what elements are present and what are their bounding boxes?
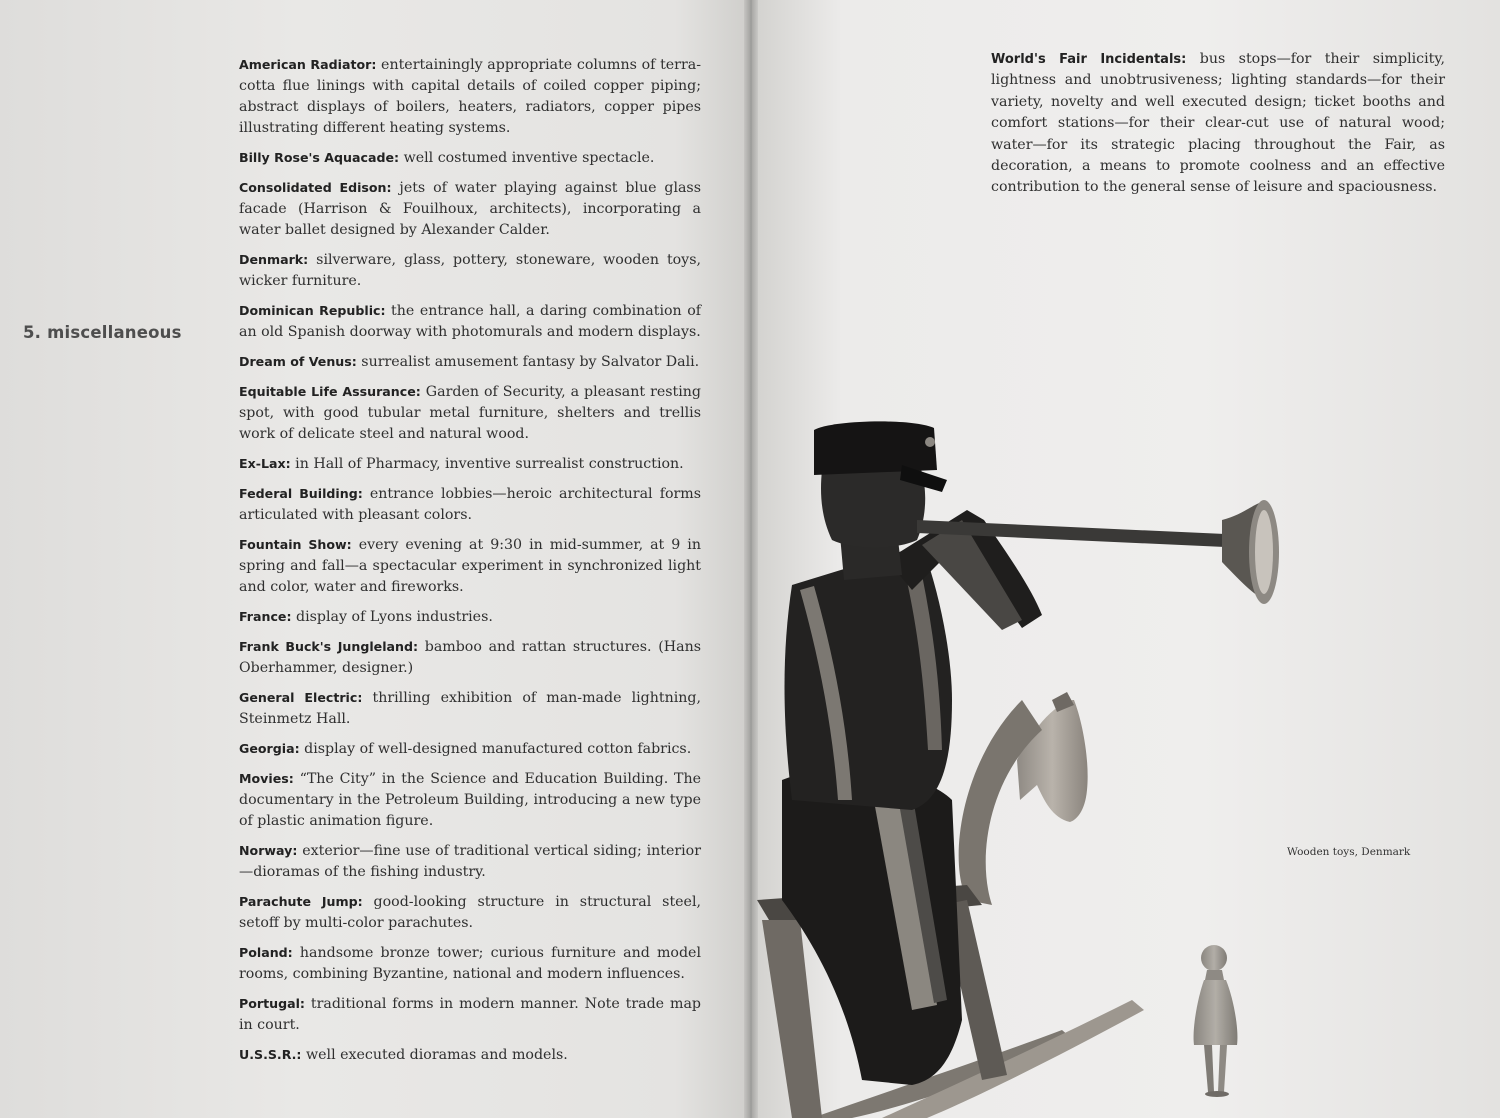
- entry-text: thrilling exhibition of man-made lightning, Steinmetz Hall.: [239, 690, 701, 727]
- entry-ussr: [239, 1044, 701, 1066]
- entry-dominican-republic: [239, 300, 701, 343]
- entry-consolidated-edison: [239, 177, 701, 241]
- entry-text: entertainingly appropriate columns of terra-cotta flue linings with capital details of coiled copper piping; abstract displays of boilers, heaters, radiators, copper pipes illustrating different heating systems.: [239, 57, 701, 136]
- entry-text: Garden of Security, a pleasant resting spot, with good tubular metal furniture, shelters and trellis work of delicate steel and natural wood.: [239, 384, 701, 442]
- entry-federal-building: [239, 483, 701, 526]
- entry-name: Equitable Life Assurance:: [239, 384, 421, 399]
- entry-name: Portugal:: [239, 996, 305, 1011]
- incidentals-text: bus stops—for their simplicity, lightness and unobtrusiveness; lighting standards—for their variety, novelty and well executed design; ticket booths and comfort stations—for their clear-cut use of natural wood; water—for its strategic placing throughout the Fair, as decoration, a means to promote coolness and an effective contribution to the general sense of leisure and spaciousness.: [991, 51, 1445, 196]
- entry-name: Billy Rose's Aquacade:: [239, 150, 400, 165]
- entry-american-radiator: [239, 54, 701, 139]
- entry-dream-of-venus: [239, 351, 701, 373]
- entry-france: [239, 606, 701, 628]
- entry-name: Denmark:: [239, 252, 309, 267]
- entry-text: bamboo and rattan structures. (Hans Oberhammer, designer.): [239, 639, 701, 676]
- photo-caption: Wooden toys, Denmark: [1287, 846, 1411, 858]
- entry-poland: [239, 942, 701, 985]
- entry-name: U.S.S.R.:: [239, 1047, 302, 1062]
- entry-aquacade: [239, 147, 701, 169]
- entry-georgia: [239, 738, 701, 760]
- entry-text: display of well-designed manufactured cotton fabrics.: [299, 741, 692, 757]
- entry-text: the entrance hall, a daring combination of an old Spanish doorway with photomurals and modern displays.: [239, 303, 701, 340]
- entry-name: Fountain Show:: [239, 537, 352, 552]
- entry-name: Consolidated Edison:: [239, 180, 392, 195]
- wooden-toys-photo: [752, 0, 1500, 1118]
- entry-text: in Hall of Pharmacy, inventive surrealist construction.: [290, 456, 684, 472]
- entry-name: Georgia:: [239, 741, 300, 756]
- entry-parachute-jump: [239, 891, 701, 934]
- entry-name: Federal Building:: [239, 486, 363, 501]
- entry-name: Movies:: [239, 771, 294, 786]
- entry-text: entrance lobbies—heroic architectural forms articulated with pleasant colors.: [239, 486, 701, 523]
- entry-movies: [239, 768, 701, 832]
- entry-ex-lax: [239, 453, 701, 475]
- entry-text: exterior—fine use of traditional vertical siding; interior—dioramas of the fishing industry.: [239, 843, 701, 880]
- entry-text: well costumed inventive spectacle.: [399, 150, 655, 166]
- entry-name: Poland:: [239, 945, 293, 960]
- entry-name: Dream of Venus:: [239, 354, 357, 369]
- entry-text: surrealist amusement fantasy by Salvator Dali.: [356, 354, 700, 370]
- entry-name: Norway:: [239, 843, 298, 858]
- entry-text: jets of water playing against blue glass facade (Harrison & Fouilhoux, architects), incorporating a water ballet designed by Alexander Calder.: [239, 180, 701, 238]
- entry-denmark: [239, 249, 701, 292]
- entry-text: every evening at 9:30 in mid-summer, at 9 in spring and fall—a spectacular experiment in synchronized light and color, water and fireworks.: [239, 537, 701, 595]
- entry-name: American Radiator:: [239, 57, 377, 72]
- entry-name: Parachute Jump:: [239, 894, 363, 909]
- entry-text: good-looking structure in structural steel, setoff by multi-color parachutes.: [239, 894, 701, 931]
- entry-name: General Electric:: [239, 690, 363, 705]
- entry-text: display of Lyons industries.: [291, 609, 493, 625]
- entry-text: “The City” in the Science and Education Building. The documentary in the Petroleum Building, introducing a new type of plastic animation figure.: [239, 771, 701, 829]
- entry-norway: [239, 840, 701, 883]
- entry-name: Ex-Lax:: [239, 456, 291, 471]
- entry-text: traditional forms in modern manner. Note trade map in court.: [239, 996, 701, 1033]
- entry-name: Dominican Republic:: [239, 303, 386, 318]
- entry-equitable-life: [239, 381, 701, 445]
- entry-jungleland: [239, 636, 701, 679]
- entry-list: [239, 54, 701, 1074]
- entry-text: well executed dioramas and models.: [301, 1047, 568, 1063]
- entry-portugal: [239, 993, 701, 1036]
- entry-text: handsome bronze tower; curious furniture and model rooms, combining Byzantine, national and modern influences.: [239, 945, 701, 982]
- entry-name: Frank Buck's Jungleland:: [239, 639, 419, 654]
- entry-fountain-show: [239, 534, 701, 598]
- entry-text: silverware, glass, pottery, stoneware, wooden toys, wicker furniture.: [239, 252, 701, 289]
- incidentals-name: World's Fair Incidentals:: [991, 52, 1187, 67]
- entry-general-electric: [239, 687, 701, 730]
- section-label: 5. miscellaneous: [23, 323, 182, 342]
- entry-name: France:: [239, 609, 292, 624]
